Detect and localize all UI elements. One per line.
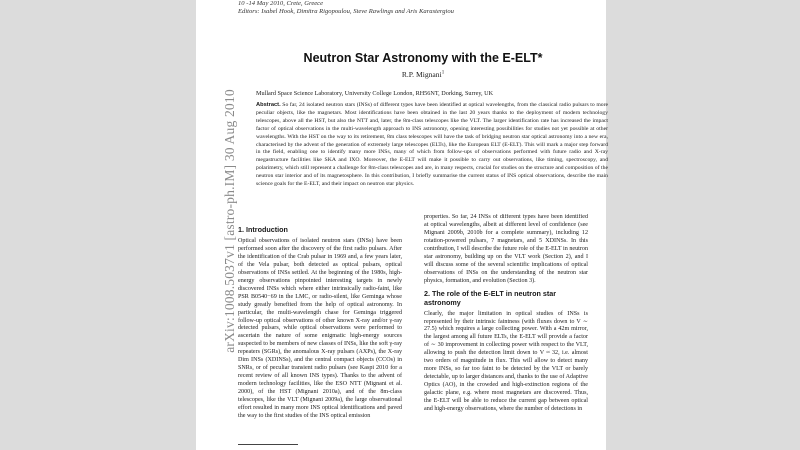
abstract-text: So far, 24 isolated neutron stars (INSs) of different types have been identified at optical wavelengths, from the classical radio pulsars to more peculiar objects, like the magnetars. Most identifications have been obtained in the last 20 years thanks to the deployment of modern technology telescopes, above all the HST, but also the NTT and, later, the 8m-class telescopes like the VLT. The larger identification rate has increased the impact factor of optical observations in the multi-wavelength approach to INS astronomy, opening interesting possibilities for studies not yet possible at other wavelengths. With the HST on the way to its retirement, 8m class telescopes will have the task of bridging neutron star optical astronomy into a new era, characterised by the advent of the generation of extremely large telescopes (ELTs), like the European ELT (E-ELT). This will mark a major step forward in the field, enabling one to identify many more INSs, many of which from follow-ups of observations performed with future radio and X-ray megastructure facilities like SKA and IXO. Moreover, the E-ELT will make it possible to carry out observations, like timing, spectroscopy, and polarimetry, which still represent a challenge for 8m-class telescopes and are, in many respects, crucial for studies on the structure and composition of the neutron star interior and of its magnetosphere. In this contribution, I briefly summarise the current status of INS optical observations, describe the main science goals for the E-ELT, and their impact on neutron star physics. [256,102,609,188]
abstract [256,102,608,189]
section-2-heading: 2. The role of the E-ELT in neutron star astronomy [424,288,557,307]
arxiv-stamp [222,86,238,356]
author-mark: 1 [441,70,445,76]
footnote-rule [238,444,298,445]
header-dates: 10 -14 May 2010, Crete, Greece [238,0,324,7]
section-2-text: Clearly, the major limitation in optical studies of INSs is represented by their intrinsic faintness (with fluxes down to V ∼ 27.5) which requires a large collecting power. With a 42m mirror, the largest among all future ELTs, the E-ELT will provide a factor of ∼ 30 improvement in collecting power with respect to the VLT, allowing to push the detection limit down to V ≈ 32, i.e. almost two orders of magnitude in flux. This will allow to detect many more INSs, so far too faint to be detected by the VLT or barely detectable, up to larger distances and, thanks to the use of Adaptive Optics (AO), in the crowded and high-extinction regions of the galactic plane, e.g. where most magnetars are discovered. Thus, the E-ELT will be able to reduce the current gap between optical and high-energy observations, where the number of detections in [424,310,588,413]
header-editors: Editors: Isabel Hook, Dimitra Rigopoulou, Steve Rawlings and Aris Karastergiou [238,8,454,15]
author-line [238,70,608,79]
affiliation: Mullard Space Science Laboratory, University College London, RH56NT, Dorking, Surrey, UK [256,90,494,97]
abstract-label: Abstract. [256,102,281,108]
author-name: R.P. Mignani [401,70,442,79]
paper-title: Neutron Star Astronomy with the E-ELT* [303,51,543,65]
arxiv-id: arXiv:1008.5037v1 [astro-ph.IM] 30 Aug 2010 [222,89,237,353]
right-column [424,214,588,450]
column-2-intro-text: properties. So far, 24 INSs of different types have been identified at optical wavelengths, albeit at different level of confidence (see Mignani 2009b, 2010b for a complete summary), including 12 rotation-powered pulsars, 7 magnetars, and 5 XDINSs. In this contribution, I will describe the future role of the E-ELT in neutron star astronomy, building up on the VLT work (Section 2), and I will discuss some of the several scientific implications of optical observations of INSs on the understanding of the neutron star physics, formation, and evolution (Section 3). [424,214,588,284]
proceedings-header [238,0,578,16]
section-1-text: Optical observations of isolated neutron stars (INSs) have been performed soon after the discovery of the first radio pulsars. After the identification of the Crab pulsar in 1969 and, a few years later, of the Vela pulsar, both detected as optical pulsars, optical observations of INSs settled. At the beginning of the 1980s, high-energy observations pinpointed interesting targets in newly discovered INSs which where either intrinsically radio-faint, like PSR B0540−69 in the LMC, or radio-silent, like Geminga whose study greatly benefited from the help of optical astronomy. In particular, the multi-wavelength chase for Geminga triggered follow-up optical observations of other known X-ray and/or γ-ray detected pulsars, while optical observations were performed to ascertain the nature of some enigmatic high-energy sources suspected to be members of new classes of INSs, like the soft γ-ray repeaters (SGRs), the anomalous X-ray pulsars (AXPs), the X-ray Dim INSs (XDINSs), and the central compact objects (CCOs) in SNRs, or of peculiar transient radio pulsars (see Kaspi 2010 for a recent review of all known INS types). Thanks to the advent of modern technology facilities, like the ESO NTT (Mignani et al. 2000), of the HST (Mignani 2010a), and of the 8m-class telescopes, like the VLT (Mignani 2009a), the large observational effort resulted in many more INS optical identifications and paved the way to the first studies of the INS optical emission [238,238,402,419]
left-column [238,225,402,450]
section-1-heading: 1. Introduction [238,225,288,234]
